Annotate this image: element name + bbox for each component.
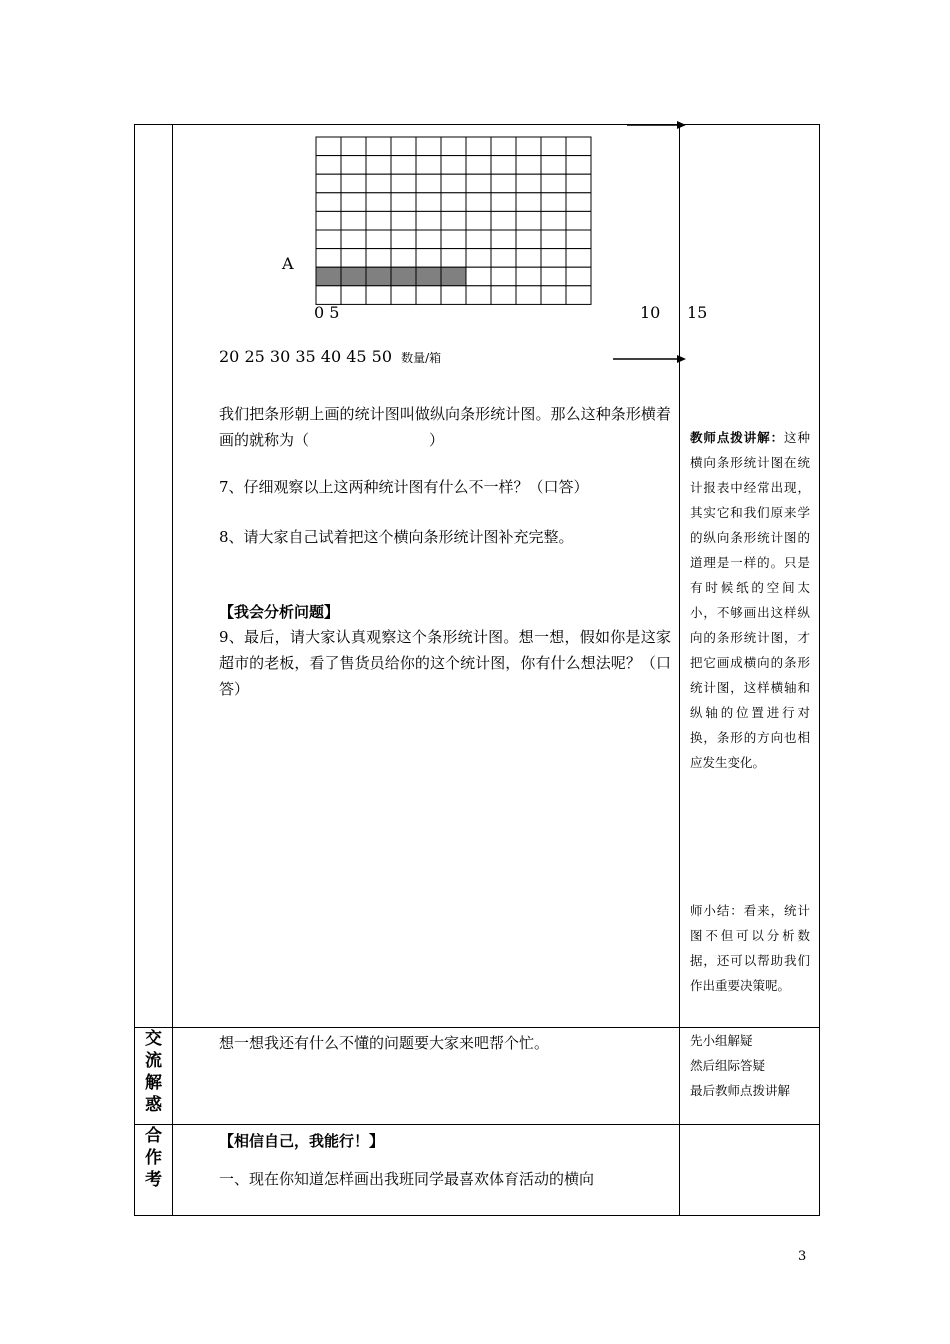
bar-segment <box>441 267 466 286</box>
grid-cell <box>566 267 591 286</box>
grid-cell <box>416 211 441 230</box>
grid-cell <box>366 249 391 268</box>
grid-cell <box>466 193 491 212</box>
exchange-note-3: 最后教师点拨讲解 <box>690 1083 791 1098</box>
grid-cell <box>416 230 441 249</box>
grid-cell <box>391 156 416 175</box>
horizontal-bar-chart <box>173 125 708 366</box>
grid-cell <box>441 193 466 212</box>
grid-cell <box>566 193 591 212</box>
question-7: 7、仔细观察以上这两种统计图有什么不一样？（口答） <box>219 478 589 496</box>
grid-cell <box>441 211 466 230</box>
main-content-cell <box>173 125 708 1028</box>
grid-cell <box>416 249 441 268</box>
grid-cell <box>466 156 491 175</box>
grid-cell <box>566 286 591 305</box>
grid-cell <box>316 193 341 212</box>
side-label-empty <box>135 125 173 1028</box>
y-category-label: A <box>282 254 294 273</box>
grid-cell <box>366 193 391 212</box>
grid-cell <box>541 211 566 230</box>
page-number: 3 <box>798 1249 807 1264</box>
grid-cell <box>516 193 541 212</box>
grid-cell <box>366 286 391 305</box>
grid-cell <box>516 156 541 175</box>
x-tick-labels-left: 0 5 <box>314 303 340 322</box>
grid-cell <box>516 174 541 193</box>
grid-cell <box>516 230 541 249</box>
exchange-note-1: 先小组解疑 <box>690 1033 753 1048</box>
grid-cell <box>466 267 491 286</box>
grid-cell <box>516 267 541 286</box>
grid-cell <box>491 137 516 156</box>
grid-cell <box>316 249 341 268</box>
grid-cell <box>316 211 341 230</box>
teacher-summary: 师小结：看来，统计图不但可以分析数据，还可以帮助我们作出重要决策呢。 <box>690 903 810 993</box>
grid-cell <box>366 137 391 156</box>
grid-cell <box>566 156 591 175</box>
grid-cell <box>491 174 516 193</box>
x-tick-label-15: 15 <box>687 303 708 322</box>
cooperate-heading: 【相信自己，我能行！】 <box>219 1132 385 1150</box>
grid-cell <box>466 286 491 305</box>
grid-cell <box>416 174 441 193</box>
x-axis-unit: 数量/箱 <box>401 351 442 365</box>
grid-cell <box>441 174 466 193</box>
grid-cell <box>341 249 366 268</box>
grid-cell <box>316 174 341 193</box>
x-tick-labels-second-line <box>219 347 441 366</box>
teacher-notes-cell <box>680 125 820 1028</box>
grid-cell <box>491 193 516 212</box>
grid-cell <box>491 249 516 268</box>
grid-cell <box>316 230 341 249</box>
cooperate-cell <box>173 1125 680 1216</box>
grid-cell <box>316 156 341 175</box>
teacher-explanation-text: 这种横向条形统计图在统计报表中经常出现，其实它和我们原来学的纵向条形统计图的道理是一样的。只是有时候纸的空间太小，不够画出这样纵向的条形统计图，才把它画成横向的条形统计图，这样横轴和纵轴的位置进行对换，条形的方向也相应发生变化。 <box>690 430 810 770</box>
grid-cell <box>566 174 591 193</box>
bar-segment <box>366 267 391 286</box>
cooperate-text: 一、现在你知道怎样画出我班同学最喜欢体育活动的横向 <box>219 1170 595 1188</box>
grid-cell <box>366 211 391 230</box>
grid-cell <box>491 267 516 286</box>
grid-cell <box>541 267 566 286</box>
bar-segment <box>391 267 416 286</box>
grid-cell <box>491 211 516 230</box>
grid-cell <box>541 249 566 268</box>
chart-grid <box>316 137 591 304</box>
grid-cell <box>416 156 441 175</box>
grid-cell <box>391 193 416 212</box>
grid-cell <box>341 174 366 193</box>
grid-cell <box>316 286 341 305</box>
exchange-cell <box>173 1028 680 1125</box>
grid-cell <box>566 230 591 249</box>
grid-cell <box>391 249 416 268</box>
grid-cell <box>391 211 416 230</box>
row-exchange <box>135 1028 820 1125</box>
bar-segment <box>416 267 441 286</box>
grid-cell <box>466 230 491 249</box>
grid-cell <box>516 286 541 305</box>
grid-cell <box>541 193 566 212</box>
grid-cell <box>466 249 491 268</box>
grid-cell <box>541 174 566 193</box>
grid-cell <box>466 137 491 156</box>
grid-cell <box>491 286 516 305</box>
grid-cell <box>366 156 391 175</box>
grid-cell <box>466 174 491 193</box>
analysis-heading: 【我会分析问题】 <box>219 603 340 621</box>
grid-cell <box>391 230 416 249</box>
question-9: 9、最后，请大家认真观察这个条形统计图。想一想，假如你是这家超市的老板，看了售货员给你的这个统计图，你有什么想法呢？（口答） <box>219 628 671 698</box>
grid-cell <box>566 249 591 268</box>
side-label-cooperate: 合 作 考 <box>135 1125 173 1216</box>
grid-cell <box>541 137 566 156</box>
grid-cell <box>516 211 541 230</box>
grid-cell <box>416 286 441 305</box>
lesson-table <box>134 124 820 1216</box>
grid-cell <box>341 230 366 249</box>
grid-cell <box>316 137 341 156</box>
grid-cell <box>566 137 591 156</box>
grid-cell <box>391 174 416 193</box>
row-cooperate <box>135 1125 820 1216</box>
grid-cell <box>491 156 516 175</box>
grid-cell <box>416 137 441 156</box>
exchange-note-2: 然后组际答疑 <box>690 1058 766 1073</box>
grid-cell <box>416 193 441 212</box>
grid-cell <box>441 137 466 156</box>
grid-cell <box>541 286 566 305</box>
grid-cell <box>491 230 516 249</box>
grid-cell <box>441 230 466 249</box>
grid-cell <box>441 156 466 175</box>
grid-cell <box>441 249 466 268</box>
teacher-explanation-label: 教师点拨讲解： <box>690 430 785 445</box>
grid-cell <box>391 286 416 305</box>
grid-cell <box>516 137 541 156</box>
bar-segment <box>341 267 366 286</box>
grid-cell <box>541 230 566 249</box>
question-8: 8、请大家自己试着把这个横向条形统计图补充完整。 <box>219 528 574 546</box>
bar-segment <box>316 267 341 286</box>
grid-cell <box>366 230 391 249</box>
grid-cell <box>541 156 566 175</box>
paragraph-horizontal-bar-intro: 我们把条形朝上画的统计图叫做纵向条形统计图。那么这种条形横着画的就称为（ ） <box>219 405 671 449</box>
exchange-notes-cell <box>680 1028 820 1125</box>
grid-cell <box>466 211 491 230</box>
grid-cell <box>391 137 416 156</box>
grid-cell <box>341 193 366 212</box>
teacher-explanation <box>690 425 810 775</box>
exchange-text: 想一想我还有什么不懂的问题要大家来吧帮个忙。 <box>219 1034 550 1052</box>
x-tick-values: 20 25 30 35 40 45 50 <box>219 347 393 366</box>
x-tick-label-10: 10 <box>640 303 661 322</box>
grid-cell <box>341 156 366 175</box>
grid-cell <box>441 286 466 305</box>
cooperate-notes-cell <box>680 1125 820 1216</box>
grid-cell <box>341 211 366 230</box>
grid-cell <box>366 174 391 193</box>
grid-cell <box>566 211 591 230</box>
grid-cell <box>341 286 366 305</box>
grid-cell <box>341 137 366 156</box>
row-exploration <box>135 125 820 1028</box>
side-label-exchange: 交 流 解 惑 <box>135 1028 173 1125</box>
grid-cell <box>516 249 541 268</box>
